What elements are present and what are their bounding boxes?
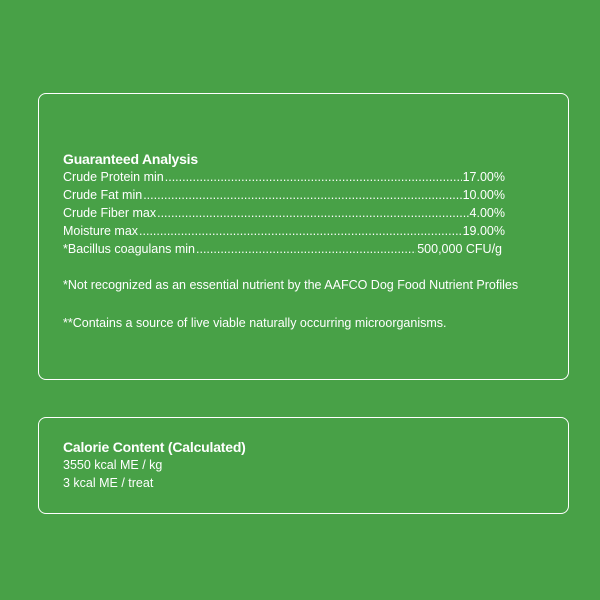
guaranteed-analysis-table xyxy=(63,168,505,258)
leader-dots xyxy=(157,204,468,222)
analysis-row-bacillus-coagulans xyxy=(63,240,502,258)
aafco-footnote: *Not recognized as an essential nutrient by the AAFCO Dog Food Nutrient Profiles xyxy=(63,278,519,292)
analysis-row-label: Moisture max xyxy=(63,224,139,238)
analysis-row-label: Crude Protein min xyxy=(63,170,164,184)
analysis-row-value: 19.00% xyxy=(462,224,505,238)
calorie-content-title: Calorie Content (Calculated) xyxy=(63,439,246,455)
leader-dots xyxy=(139,222,462,240)
calorie-line-per-kg: 3550 kcal ME / kg xyxy=(63,458,163,472)
guaranteed-analysis-panel xyxy=(38,93,569,380)
calorie-content-body xyxy=(63,438,246,492)
analysis-row-value: 17.00% xyxy=(462,170,505,184)
leader-dots xyxy=(196,240,416,258)
analysis-row-moisture xyxy=(63,222,505,240)
guaranteed-analysis-content xyxy=(63,150,518,332)
leader-dots xyxy=(143,186,461,204)
microorganisms-footnote: **Contains a source of live viable naturally occurring microorganisms. xyxy=(63,316,447,330)
analysis-row-label: Crude Fiber max xyxy=(63,206,157,220)
analysis-row-crude-fiber xyxy=(63,204,505,222)
guaranteed-analysis-title: Guaranteed Analysis xyxy=(63,151,198,167)
analysis-row-value: 4.00% xyxy=(469,206,505,220)
analysis-row-crude-fat xyxy=(63,186,505,204)
analysis-row-label: Crude Fat min xyxy=(63,188,143,202)
calorie-content-panel xyxy=(38,417,569,514)
analysis-row-label: *Bacillus coagulans min xyxy=(63,242,196,256)
analysis-row-value: 500,000 CFU/g xyxy=(417,242,502,256)
calorie-line-per-treat: 3 kcal ME / treat xyxy=(63,476,154,490)
analysis-row-crude-protein xyxy=(63,168,505,186)
analysis-row-value: 10.00% xyxy=(462,188,505,202)
leader-dots xyxy=(165,168,462,186)
